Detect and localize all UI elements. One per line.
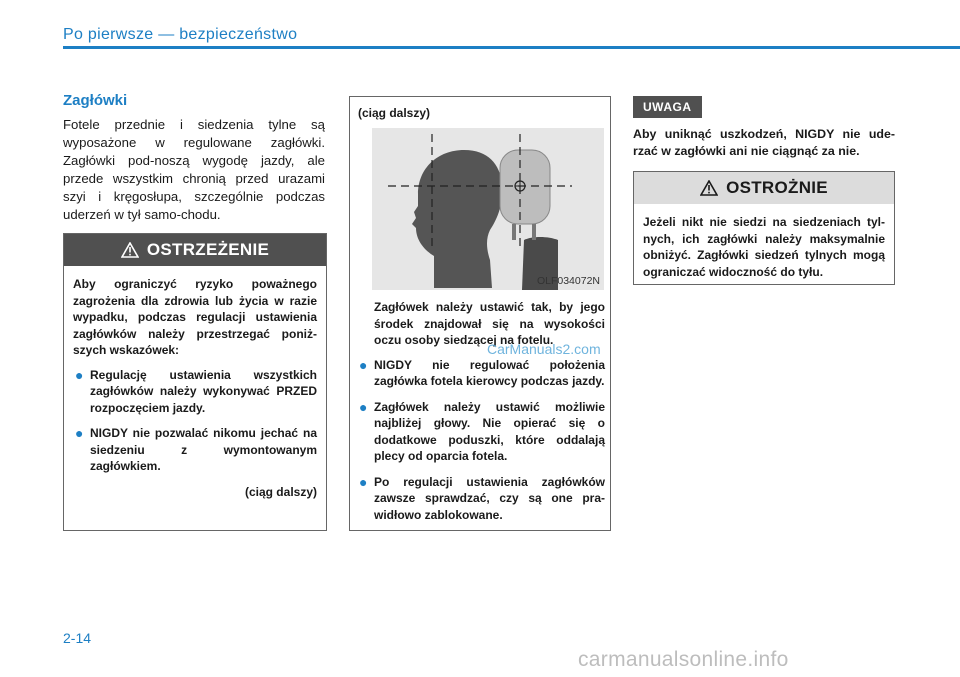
- header-rule: [63, 46, 960, 49]
- bullet-dot-icon: ●: [359, 398, 368, 415]
- middle-bullets: [357, 357, 605, 524]
- caution-header: [634, 172, 894, 204]
- continued-label: (ciąg dalszy): [244, 484, 317, 499]
- watermark-footer: carmanualsonline.info: [578, 648, 789, 671]
- list-item: ● NIGDY nie pozwalać nikomu jechać na siedzeniu z wymontowanym zagłówkiem.: [75, 425, 317, 473]
- continued-box-top: [350, 97, 610, 122]
- intro-paragraph: Fotele przednie i siedzenia tylne są wyposażone w regulowane zagłówki. Zagłówki pod-noszą wygodę jazdy, ale przede wszystkim chronią przed urazami szyi i kręgosłupa, szczególnie podczas uderzeń w tył samo-chodu.: [63, 117, 325, 222]
- figure-code: OLF034072N: [536, 275, 600, 287]
- list-item: ● Regulację ustawienia wszystkich zagłówków należy wykonywać PRZED rozpoczęciem jazdy.: [75, 366, 317, 415]
- warning-title: OSTRZEŻENIE: [146, 240, 270, 259]
- warning-triangle-icon: [121, 242, 139, 258]
- middle-lead: Zagłówek należy ustawić tak, by jego środek znajdował się na wysokości oczu osoby siedzącej na fotelu.: [374, 300, 605, 347]
- bullet-dot-icon: ●: [75, 366, 84, 383]
- headrest-figure: [372, 128, 604, 290]
- warning-text: Aby ograniczyć ryzyko poważnego zagrożenia dla zdrowia lub życia w razie wypadku, podczas regulacji ustawienia zagłówków należy przestrzegać poniż-szych wskazówek:: [73, 277, 317, 357]
- caution-text: Jeżeli nikt nie siedzi na siedzeniach tyl-nych, ich zagłówki należy maksymalnie obniżyć. Zagłówki siedzeń tylnych mogą ograniczać widoczność do tyłu.: [643, 215, 885, 279]
- watermark-mid: CarManuals2.com: [487, 341, 601, 357]
- page-number: 2-14: [63, 630, 92, 646]
- bullet-dot-icon: ●: [75, 425, 84, 441]
- warning-triangle-icon: [700, 180, 718, 196]
- section-title: Zagłówki: [63, 92, 128, 109]
- warning-box: [63, 233, 327, 531]
- page-header-title: Po pierwsze — bezpieczeństwo: [63, 26, 298, 43]
- warning-bullets: [73, 367, 317, 475]
- bullet-dot-icon: ●: [359, 356, 368, 373]
- warning-header: [64, 234, 326, 266]
- bullet-dot-icon: ●: [359, 473, 368, 490]
- warning-body: [64, 266, 326, 508]
- caution-title: OSTROŻNIE: [726, 178, 828, 197]
- headrest-illustration: [372, 128, 604, 290]
- notice-badge: UWAGA: [633, 96, 702, 118]
- notice-text: Aby uniknąć uszkodzeń, NIGDY nie ude-rzać w zagłówki ani nie ciągnąć za nie.: [633, 127, 895, 158]
- continued-heading: (ciąg dalszy): [358, 106, 431, 120]
- caution-body: [634, 204, 894, 288]
- middle-body: [357, 299, 605, 532]
- list-item: ● NIGDY nie regulować położenia zagłówka fotela kierowcy podczas jazdy.: [359, 356, 605, 388]
- caution-box: [633, 171, 895, 285]
- list-item: ● Zagłówek należy ustawić możliwie najbliżej głowy. Nie opierać się o dodatkowe poduszki, które oddalają plecy od oparcia fotela.: [359, 398, 605, 463]
- list-item: ● Po regulacji ustawienia zagłówków zawsze sprawdzać, czy są one pra-widłowo zablokowane.: [359, 473, 605, 522]
